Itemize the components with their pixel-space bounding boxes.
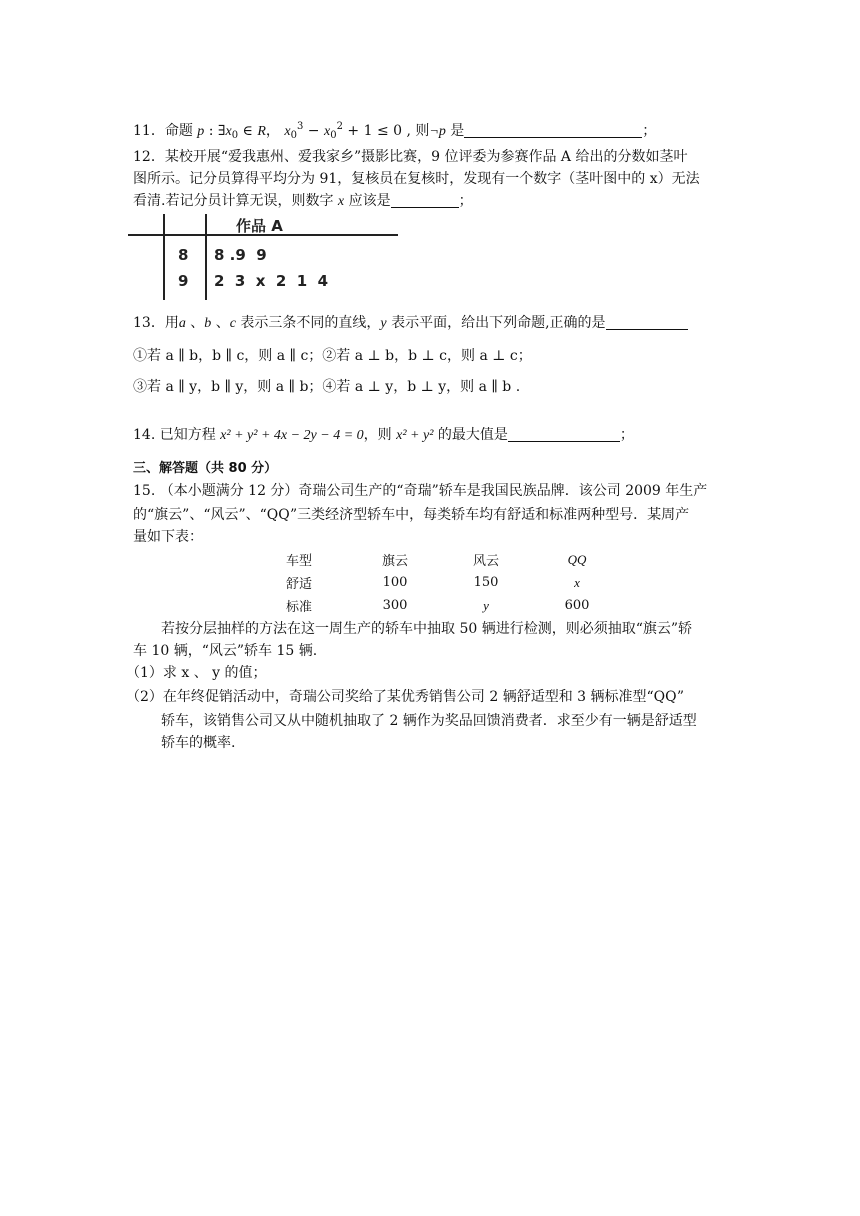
- answer-blank[interactable]: [391, 192, 459, 208]
- question-12-line3: [133, 190, 473, 213]
- q11-exists: : ∃: [204, 123, 226, 139]
- q11-in: ∈: [238, 123, 258, 139]
- q12-line3b: 应该是: [344, 193, 391, 209]
- q13-label: 13．用: [133, 315, 179, 331]
- table-header-cell: 车型: [286, 554, 313, 569]
- question-11: [133, 116, 656, 147]
- q14-expression: x² + y²: [396, 428, 434, 443]
- table-cell: x: [574, 574, 580, 590]
- answer-blank[interactable]: [464, 122, 642, 138]
- q12-line2: 图所示。记分员算得平均分为 91，复核员在复核时，发现有一个数字（茎叶图中的 x）无法: [133, 171, 700, 187]
- q15-line1: 15. （本小题满分 12 分）奇瑞公司生产的“奇瑞”轿车是我国民族品牌．该公司 2009 年生产: [133, 483, 708, 499]
- q15-sub2c: 轿车的概率.: [161, 735, 236, 751]
- q15-line3: 量如下表：: [133, 529, 203, 545]
- q11-minus: −: [303, 123, 324, 139]
- table-cell: 300: [382, 598, 408, 613]
- stem-9: 9: [178, 272, 189, 290]
- q12-line3a: 看清.若记分员计算无误，则数字: [133, 193, 338, 209]
- q13-b: b: [204, 316, 212, 331]
- table-header-cell: 风云: [472, 554, 499, 569]
- q15-line2: 的“旗云”、“风云”、“QQ”三类经济型轿车中，每类轿车均有舒适和标准两种型号．某周产: [133, 507, 690, 523]
- q13-sep1: 、: [185, 315, 205, 331]
- answer-blank[interactable]: [508, 426, 620, 442]
- q11-end: ；: [642, 123, 657, 139]
- q15-sub2b: 轿车，该销售公司又从中随机抽取了 2 辆作为奖品回馈消费者．求至少有一辆是舒适型: [161, 713, 697, 729]
- question-14: [133, 424, 634, 447]
- q14-end: ；: [619, 427, 634, 443]
- leaves-8: 8 .9 9: [214, 246, 267, 264]
- q13-options-1: ①若 a ∥ b，b ∥ c，则 a ∥ c；②若 a ⊥ b，b ⊥ c，则 a ⊥ c；: [133, 348, 532, 364]
- q15-para2: 车 10 辆，“风云”轿车 15 辆.: [133, 643, 318, 659]
- production-table: [276, 548, 620, 617]
- q11-sup2: 2: [336, 121, 343, 132]
- section-heading: 三、解答题（共 80 分）: [133, 461, 278, 476]
- q13-a: a: [178, 316, 186, 331]
- q13-text1: 表示三条不同的直线，: [235, 315, 381, 331]
- table-header-row: [276, 548, 620, 571]
- q11-x3: x: [323, 124, 331, 139]
- q12-line1: 12．某校开展“爱我惠州、爱我家乡”摄影比赛，9 位评委为参赛作品 A 给出的分数如茎叶: [133, 149, 688, 165]
- q11-tail: + 1 ≤ 0 , 则: [342, 123, 430, 139]
- q13-y: y: [380, 316, 387, 331]
- table-cell: 600: [564, 598, 590, 613]
- q14-mid: ，则: [363, 427, 397, 443]
- q11-sub2: 0: [290, 130, 297, 141]
- q11-R: R: [257, 124, 266, 139]
- q11-sub3: 0: [330, 130, 337, 141]
- q11-comma: ，: [265, 123, 280, 139]
- stemleaf-header: 作品 A: [236, 217, 283, 235]
- question-13: [133, 312, 688, 335]
- table-header-cell: QQ: [567, 551, 587, 567]
- q14-equation: x² + y² + 4x − 2y − 4 = 0: [220, 428, 364, 443]
- table-cell: y: [483, 597, 489, 613]
- q14-post: 的最大值是: [433, 427, 508, 443]
- answer-blank[interactable]: [606, 314, 688, 330]
- q11-x2: x: [284, 124, 291, 139]
- q14-label: 14. 已知方程: [133, 427, 221, 443]
- q11-notp: ¬p: [429, 124, 446, 139]
- q12-x: x: [337, 194, 345, 209]
- q11-p: p: [197, 124, 205, 139]
- table-cell: 舒适: [286, 577, 313, 592]
- q11-label: 11．命题: [133, 123, 193, 139]
- table-header-cell: 旗云: [381, 554, 408, 569]
- q11-is: 是: [445, 123, 465, 139]
- q13-c: c: [229, 316, 236, 331]
- q15-sub1: （1）求 x 、 y 的值；: [126, 665, 267, 681]
- table-row: [276, 571, 620, 594]
- q12-line3c: ；: [458, 193, 473, 209]
- q13-text2: 表示平面，给出下列命题,正确的是: [386, 315, 606, 331]
- table-cell: 100: [382, 575, 408, 590]
- q11-sup3: 3: [296, 121, 304, 132]
- q13-options-2: ③若 a ∥ y，b ∥ y，则 a ∥ b；④若 a ⊥ y，b ⊥ y，则 a ∥ b .: [133, 379, 521, 395]
- table-cell: 标准: [286, 600, 313, 615]
- leaves-9: 2 3 x 2 1 4: [214, 272, 329, 290]
- q15-para1: 若按分层抽样的方法在这一周生产的轿车中抽取 50 辆进行检测，则必须抽取“旗云”轿: [161, 621, 693, 637]
- stem-8: 8: [178, 246, 189, 264]
- q13-sep2: 、: [211, 315, 230, 331]
- q11-sub: 0: [231, 130, 239, 141]
- stem-leaf-plot: [128, 214, 428, 300]
- table-row: [276, 594, 620, 617]
- q11-x: x: [225, 124, 232, 139]
- q15-sub2a: （2）在年终促销活动中，奇瑞公司奖给了某优秀销售公司 2 辆舒适型和 3 辆标准型“QQ”: [126, 689, 685, 705]
- table-cell: 150: [473, 575, 499, 590]
